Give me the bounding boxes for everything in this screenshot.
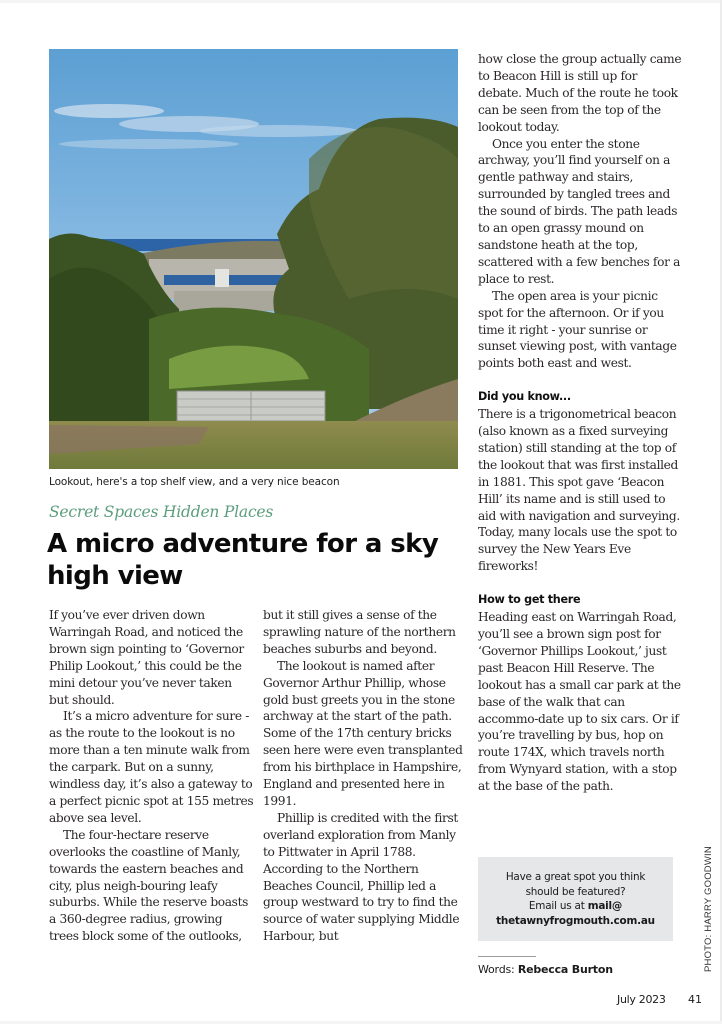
article-column-3 [478, 51, 683, 795]
how-to-get-there-heading: How to get there [478, 593, 581, 607]
spacer [478, 372, 683, 389]
article-column-2 [263, 607, 468, 945]
did-you-know-heading: Did you know... [478, 390, 571, 404]
paragraph: The lookout is named after Governor Arthur Phillip, whose gold bust greets you in the stone archway at the start of the path. Some of the 17th century bricks seen here were even transplanted from his birthplace in Hampshire, England and presented here in 1991. [263, 658, 463, 808]
email-link[interactable]: mail@ [587, 900, 623, 913]
headline: A micro adventure for a sky high view [47, 529, 439, 591]
paragraph: The open area is your picnic spot for the afternoon. Or if you time it right - your sunrise or sunset viewing post, with vantage points both east and west. [478, 288, 677, 371]
paragraph: It’s a micro adventure for sure - as the route to the lookout is no more than a ten minute walk from the carpark. But on a sunny, windless day, it’s also a gateway to a perfect picnic spot at 155 metres above sea level. [49, 709, 254, 825]
section-kicker: Secret Spaces Hidden Places [49, 503, 274, 521]
feature-callout-box [478, 857, 673, 941]
paragraph: but it still gives a sense of the sprawling nature of the northern beaches suburbs and beyond. [263, 608, 456, 656]
callout-line [478, 914, 673, 929]
byline [478, 963, 613, 976]
issue-date: July 2023 [617, 993, 666, 1006]
landscape-photo-icon [49, 49, 458, 469]
lookout-photo [49, 49, 458, 469]
paragraph: Once you enter the stone archway, you’ll find yourself on a gentle pathway and stairs, surrounded by tangled trees and the sound of birds. The path leads to an open grassy mound on sandstone heath at the top, scattered with a few benches for a place to rest. [478, 136, 680, 286]
did-you-know-body: There is a trigonometrical beacon (also known as a fixed surveying station) still standing at the top of the lookout that was first installed in 1881. This spot gave ‘Beacon Hill’ its name and is still used to aid with navigation and surveying. Today, many locals use the spot to survey the New Years Eve fireworks! [478, 407, 680, 574]
paragraph: If you’ve ever driven down Warringah Road, and noticed the brown sign pointing to ‘Governor Philip Lookout,’ this could be the mini detour you’ve never taken but should. [49, 608, 244, 707]
callout-line: Have a great spot you think [505, 871, 646, 883]
page-number: 41 [688, 993, 702, 1006]
page-edge [0, 0, 722, 3]
byline-label: Words: [478, 963, 518, 976]
paragraph: Phillip is credited with the first overland exploration from Manly to Pittwater in April 1788. According to the Northern Beaches Council, Phillip led a group westward to try to find the source of water supplying Middle Harbour, but [263, 810, 460, 944]
spacer [478, 575, 683, 592]
author-name: Rebecca Burton [517, 963, 613, 976]
cloud [199, 125, 359, 137]
article-column-1 [49, 607, 254, 945]
cloud [54, 104, 164, 118]
paragraph: how close the group actually came to Beacon Hill is still up for debate. Much of the route he took can be seen from the top of the lookout today. [478, 52, 682, 134]
cloud [59, 139, 239, 149]
how-to-get-there-body: Heading east on Warringah Road, you’ll see a brown sign post for ‘Governor Phillips Lookout,’ just past Beacon Hill Reserve. The lookout has a small car park at the base of the walk that can accommo-date up to six cars. Or if you’re travelling by bus, hop on route 174X, which travels north from Wynyard station, with a stop at the base of the path. [478, 610, 681, 794]
callout-line [478, 899, 673, 914]
email-link[interactable]: thetawnyfrogmouth.com.au [496, 914, 655, 927]
callout-line: should be featured? [525, 885, 626, 898]
photo-caption: Lookout, here's a top shelf view, and a very nice beacon [49, 476, 340, 488]
paragraph: The four-hectare reserve overlooks the coastline of Manly, towards the eastern beaches and city, plus neigh-bouring leafy suburbs. While the reserve boasts a 360-degree radius, growing trees block some of the outlooks, [49, 827, 249, 944]
callout-email-prefix: Email us at [528, 900, 588, 913]
divider [478, 956, 536, 957]
photo-credit: PHOTO: HARRY GOODWIN [703, 846, 714, 972]
building [215, 269, 229, 287]
